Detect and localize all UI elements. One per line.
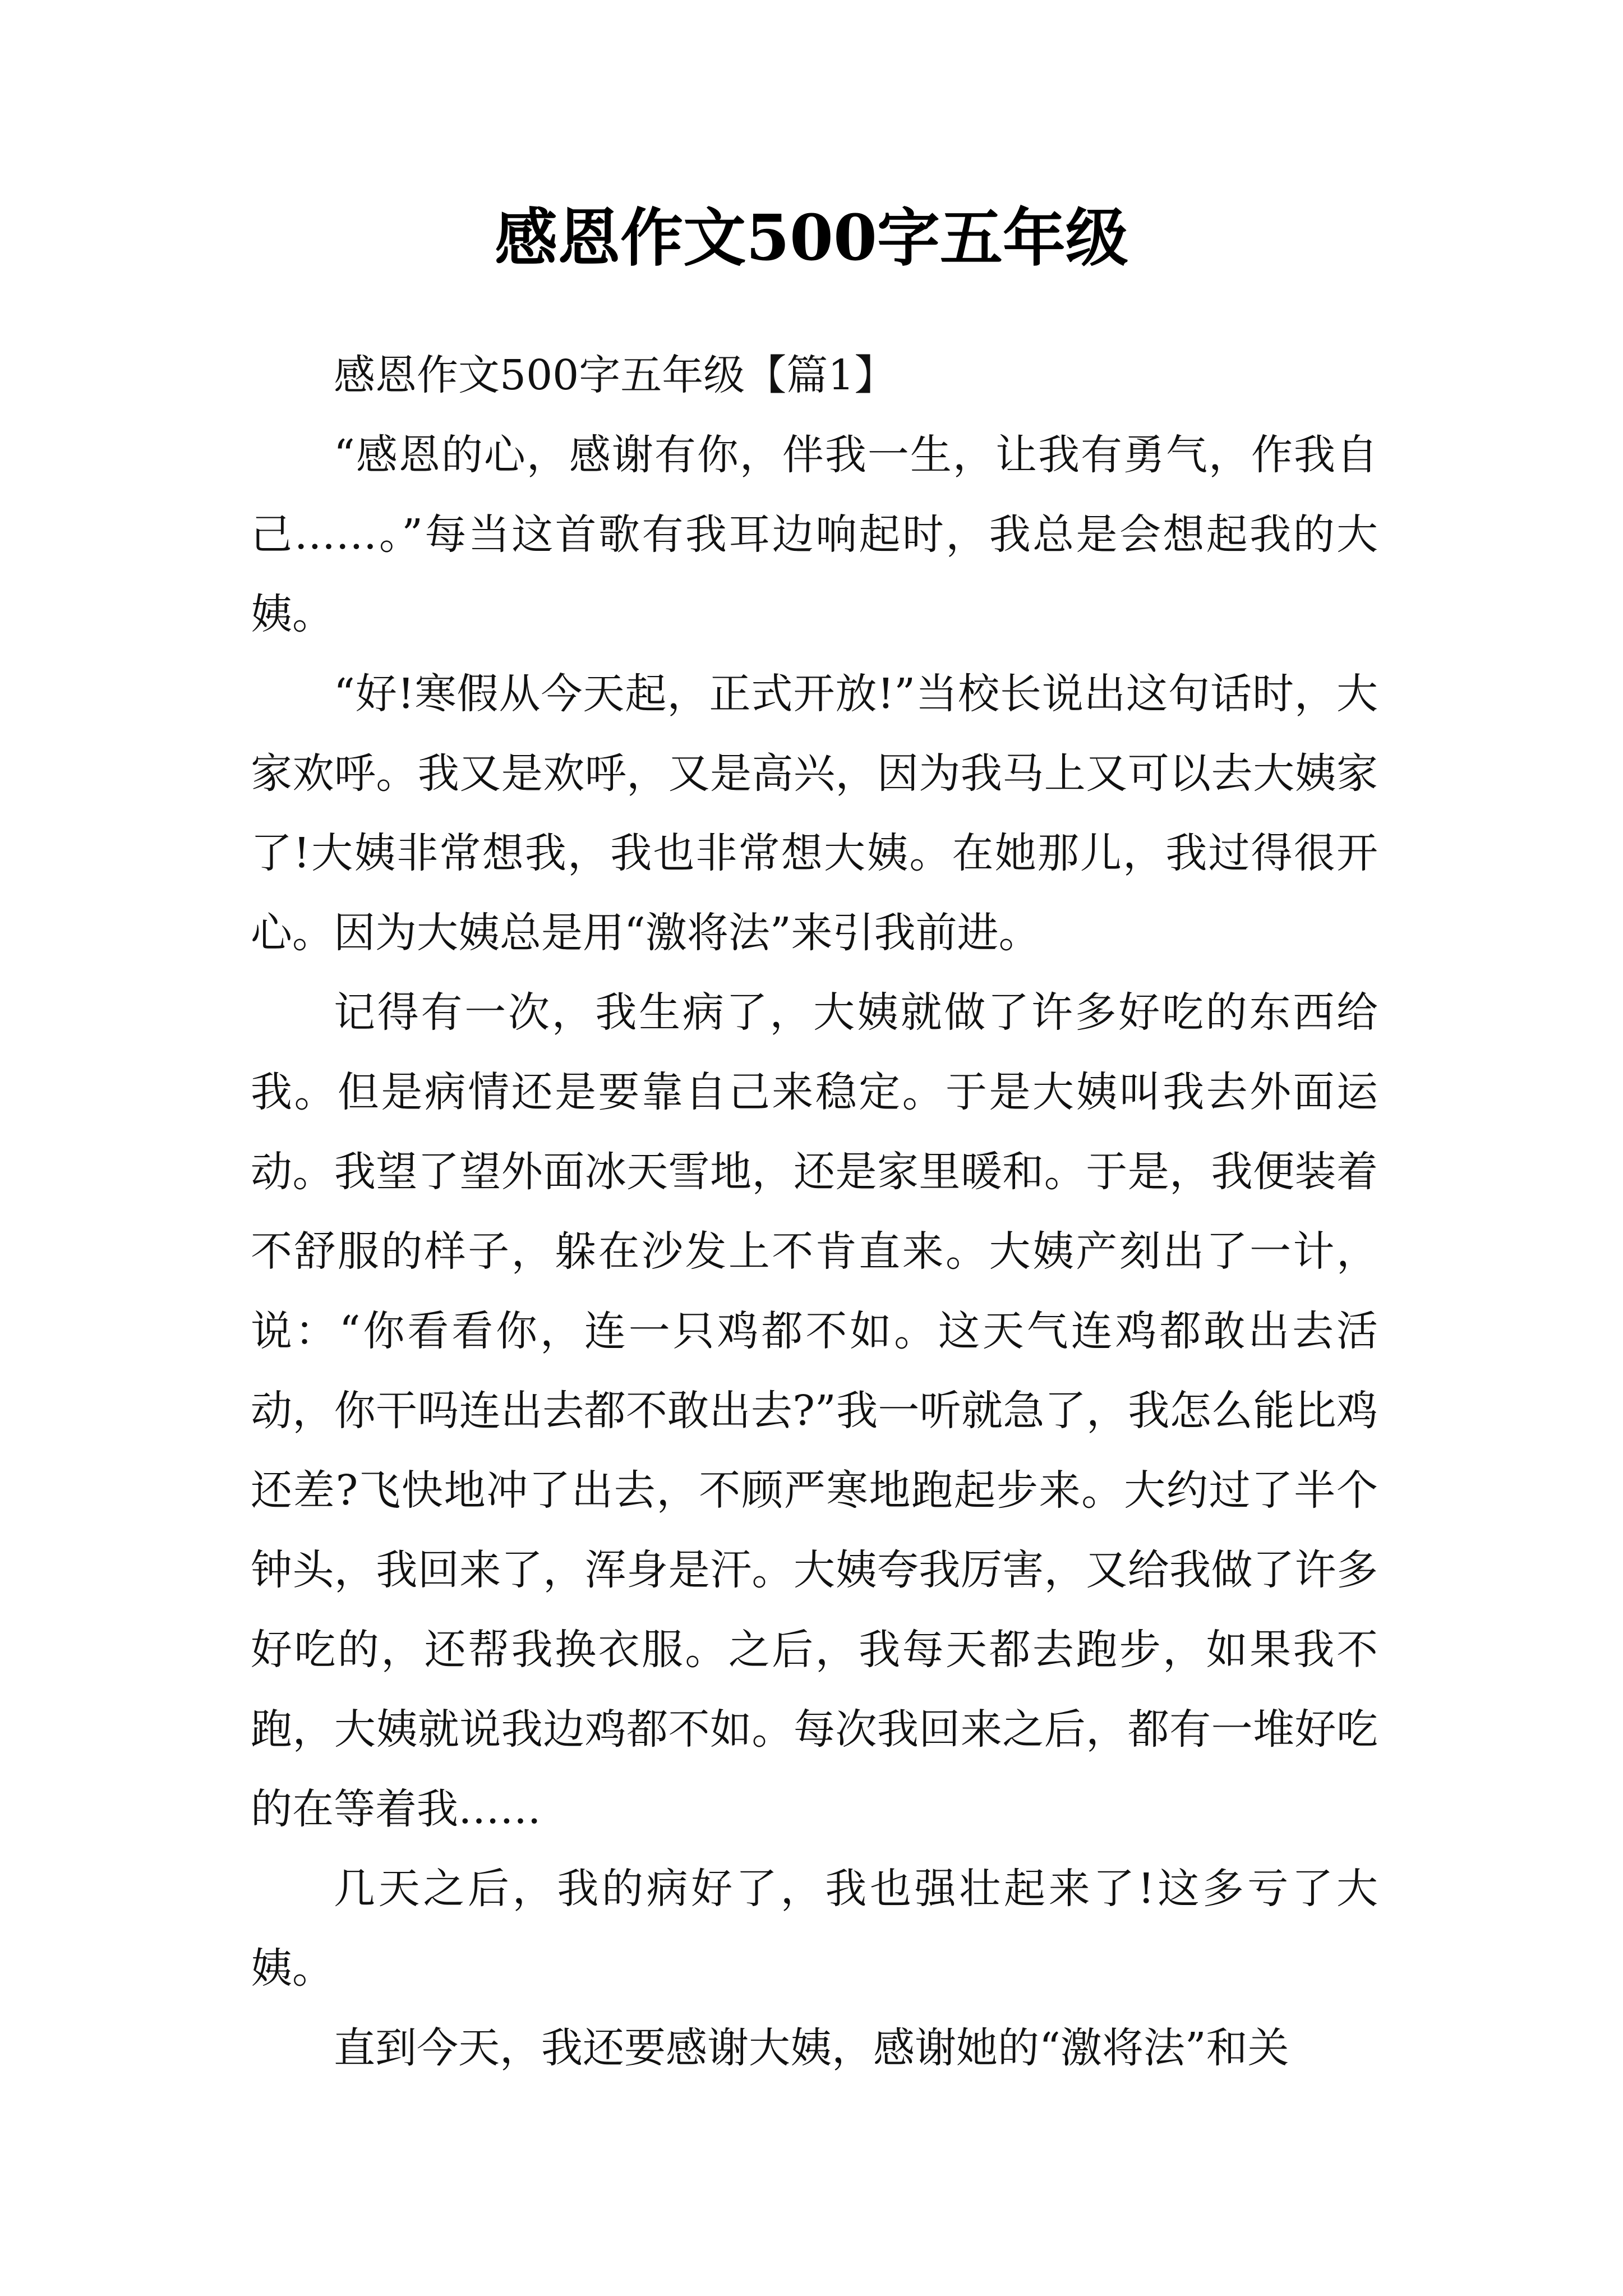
paragraph: “好!寒假从今天起，正式开放!”当校长说出这句话时，大家欢呼。我又是欢呼，又是高兴，因为我马上又可以去大姨家了!大姨非常想我，我也非常想大姨。在她那儿，我过得很开心。因为大姨总是用“激将法”来引我前进。	[251, 670, 1378, 957]
document-title: 感恩作文500字五年级	[495, 201, 1128, 275]
document-body	[251, 335, 1378, 2088]
paragraph: 几天之后，我的病好了，我也强壮起来了!这多亏了大姨。	[251, 1865, 1378, 1993]
paragraph: 记得有一次，我生病了，大姨就做了许多好吃的东西给我。但是病情还是要靠自己来稳定。于是大姨叫我去外面运动。我望了望外面冰天雪地，还是家里暖和。于是，我便装着不舒服的样子，躲在沙发上不肯直来。大姨产刻出了一计，说：“你看看你，连一只鸡都不如。这天气连鸡都敢出去活动，你干吗连出去都不敢出去?”我一听就急了，我怎么能比鸡还差?飞快地冲了出去，不顾严寒地跑起步来。大约过了半个钟头，我回来了，浑身是汗。大姨夸我厉害，又给我做了许多好吃的，还帮我换衣服。之后，我每天都去跑步，如果我不跑，大姨就说我边鸡都不如。每次我回来之后，都有一堆好吃的在等着我……	[251, 988, 1378, 1833]
paragraph: 直到今天，我还要感谢大姨，感谢她的“激将法”和关	[334, 2024, 1289, 2072]
paragraph-section-heading: 感恩作文500字五年级【篇1】	[334, 351, 896, 399]
paragraph: “感恩的心，感谢有你，伴我一生，让我有勇气，作我自己……。”每当这首歌有我耳边响起时，我总是会想起我的大姨。	[251, 431, 1378, 638]
